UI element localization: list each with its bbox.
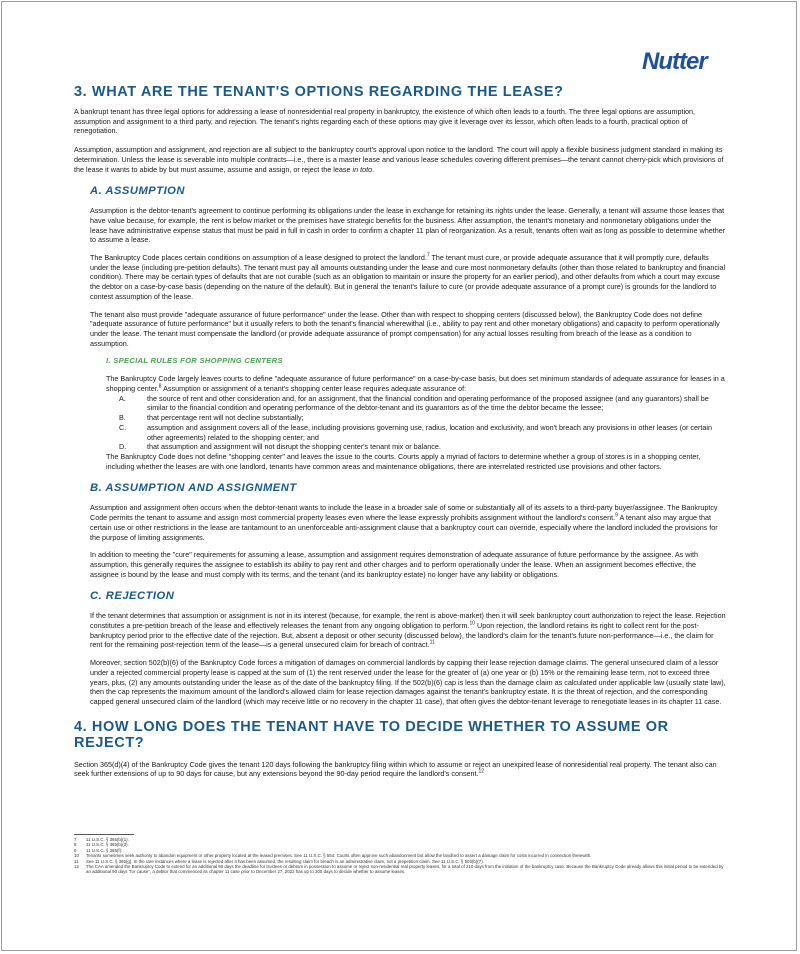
section-a-paragraph-2: The Bankruptcy Code places certain conditions on assumption of a lease designed to protect the landlord.$^7$ The tenant must cure, or provide adequate assurance that it will promptly cure, defaults under the lease (including pre-petition defaults). The tenant must pay all amounts outstanding under the lease and cure most nonmonetary defaults (other than those related to bankruptcy and financial condition). There may be certain types of defaults that are not curable (such as an obligation to maintain or insure the property for an earlier period), and other defaults from which a court may excuse the debtor on a case-by-case basis (depending on the nature of the default). But in general the tenant's failure to cure (or provide adequate assurance of a prompt cure) is grounds for the landlord to contest assumption of the lease. xyxy=(90,252,726,301)
footnote-ref-12[interactable]: 12 xyxy=(478,768,485,775)
footnotes xyxy=(74,837,726,875)
shopping-centers-paragraph-2: The Bankruptcy Code does not define "shopping center" and leaves the issue to the courts. Courts apply a myriad of factors to determine whether a group of stores is in a shopping center, including whether the leases are with one landlord, tenants have common areas and maintenance obligations, there are interrelated restricted use provisions and other factors. xyxy=(106,451,701,471)
list-item: B. that percentage rent will not decline substantially; xyxy=(119,413,304,423)
list-item: D. that assumption and assignment will not disrupt the shopping center's tenant mix or balance. xyxy=(119,442,441,452)
section-c-heading: C. REJECTION xyxy=(90,590,175,603)
section-c-paragraph-1: If the tenant determines that assumption or assignment is not in its interest (because, for example, the rent is above-market) then it will seek bankruptcy court authorization to reject the lease. Rejection constitutes a pre-petition breach of the lease and effectively releases the tenant from any ongoing obligation to perform.$^{10}$ Upon rejection, the landlord retains its right to collect rent for the post-bankruptcy period prior to the effective date of the rejection. But, absent a deposit or other security (discussed below), the landlord's claim for the tenant's future non-performance—i.e., the claim for rent for the remaining post-rejection term of the lease—is a general unsecured claim for breach of contract.$^{11}$ xyxy=(90,611,726,650)
footnote: 8 11 U.S.C. § 365(b)(3). xyxy=(74,842,129,848)
section-b-paragraph-2: In addition to meeting the "cure" requirements for assuming a lease, assumption and assignment requires demonstration of adequate assurance of future performance by the assignee. As with assumption, this generally requires the assignee to establish its ability to pay rent and other charges and to perform operationally under the lease. When an assignment becomes effective, the assignee is bound by the lease and must comply with its terms, and the tenant (and its bankruptcy estate) no longer have any liability or obligations. xyxy=(90,550,698,579)
footnote: 10 Tenants sometimes seek authority to abandon equipment or other property located at the leased premises. See 11 U.S.C. § 554. Courts often approve such abandonment but allow the landlord to assert a damage claim for costs incurred in connection therewith. xyxy=(74,853,592,859)
section-3-paragraph-1: A bankrupt tenant has three legal options for addressing a lease of nonresidential real property in bankruptcy, the existence of which often leads to a fourth. The three legal options are assumption, assumption and assignment to a third party, and rejection. The tenant's rights regarding each of these options may give it leverage over its lessor, which often leads to a fourth, practical option of renegotiation. xyxy=(74,107,696,136)
nutter-logo: Nutter xyxy=(642,48,707,75)
section-a-paragraph-1: Assumption is the debtor-tenant's agreement to continue performing its obligations under the lease in exchange for retaining its rights under the lease. Generally, a tenant will assume those leases that have value because, for example, the rent is below market or the premises have strategic benefits for the business. After assumption, the tenant's monetary and nonmonetary obligations under the lease have administrative expense status that must be paid in full in cash in order to confirm a chapter 11 plan of reorganization. As a result, tenants often wait as long as possible to determine whether to assume a lease. xyxy=(90,206,726,245)
section-3-heading: 3. WHAT ARE THE TENANT'S OPTIONS REGARDING THE LEASE? xyxy=(74,84,564,100)
section-a-paragraph-3: The tenant also must provide "adequate assurance of future performance" under the lease. Other than with respect to shopping centers (discussed below), the Bankruptcy Code does not define "adequate assurance of future performance" but it usually refers to both the tenant's financial wherewithal (i.e., ability to pay rent and other monetary obligations) and capacity to perform operationally under the lease. The tenant must compensate the landlord (or provide adequate assurance of prompt compensation) for any actual losses resulting from breach of the lease as a condition to assumption. xyxy=(90,309,720,348)
footnote-ref-10[interactable]: 10 xyxy=(469,620,476,627)
shopping-centers-paragraph-1: The Bankruptcy Code largely leaves courts to define "adequate assurance of future performance" on a case-by-case basis, but does set minimum standards of adequate assurance for leases in a shopping center.$^8$ Assumption or assignment of a tenant's shopping center lease requires adequate assurance of: xyxy=(106,374,725,394)
footnote: 12 The CAA amended the Bankruptcy Code to extend for an additional 90 days the deadline for trustees or debtors in possession to assume or reject non-residential real property leases, for a total of 210 days from the initiation of the bankruptcy case. Because the Bankruptcy Code already allows this initial period to be extended by an additional 90 days "for cause", a debtor that commenced its chapter 11 case prior to December 27, 2022 has up to 300 days to decide whether to assume leases. xyxy=(74,864,724,875)
section-4-paragraph-1: Section 365(d)(4) of the Bankruptcy Code gives the tenant 120 days following the bankruptcy filing within which to assume or reject an unexpired lease of nonresidential real property. The tenant also can seek further extensions of up to 90 days for cause, but any extensions beyond the 90-day period require the landlord's consent.$^{12}$ xyxy=(74,759,717,779)
section-b-heading: B. ASSUMPTION AND ASSIGNMENT xyxy=(90,482,297,495)
footnote-ref-8[interactable]: 8 xyxy=(158,383,162,390)
section-3-paragraph-2: Assumption, assumption and assignment, and rejection are all subject to the bankruptcy court's approval upon notice to the landlord. The court will apply a flexible business judgment standard in making its determination. Unless the lease is severable into multiple contracts—i.e., there is a master lease and various lease schedules covering different premises—the tenant cannot cherry-pick which provisions of the lease it wants to abide by but must assume, assume and assign, or reject the lease in toto. xyxy=(74,145,724,174)
section-c-paragraph-2: Moreover, section 502(b)(6) of the Bankruptcy Code forces a mitigation of damages on commercial landlords by capping their lease rejection damage claims. The general unsecured claim of a lessor under a rejected commercial property lease is capped at the sum of (1) the rent reserved under the lease for the greater of (a) one year or (b) 15% or the remaining lease term, not to exceed three years, plus, (2) any amounts outstanding under the lease as of the date of the bankruptcy filing. If the 502(b)(6) cap is less than the damage claim as calculated under applicable law (usually state law), then the cap represents the maximum amount of the landlord's allowed claim for lease rejection damages against the tenant's bankruptcy estate. It is the threat of rejection, and the corresponding capped general unsecured claim of the landlord (which may receive little or no recovery in the chapter 11 case), that often gives the debtor-tenant leverage to renegotiate leases in its chapter 11 case. xyxy=(90,658,726,706)
footnote-ref-7[interactable]: 7 xyxy=(426,252,430,259)
section-c xyxy=(74,590,726,706)
footnote: 7 11 U.S.C. § 365(b)(1). xyxy=(74,837,129,842)
list-item: A. the source of rent and other consideration and, for an assignment, that the financial condition and operating performance of the proposed assignee (and any guarantors) shall be similar to the financial condition and operating performance of the debtor-tenant and its guarantors as of the time the debtor became the lessee; xyxy=(119,393,709,413)
section-b-paragraph-1: Assumption and assignment often occurs when the debtor-tenant wants to include the lease in a broader sale of some or substantially all of its assets to a third-party buyer/assignee. The Bankruptcy Code permits the tenant to assume and assign most commercial property leases even where the lease expressly prohibits assignment without the landlord's consent.$^9$ A tenant also may argue that certain use or other restrictions in the lease are tantamount to an unenforceable anti-assignment clause that a bankruptcy court can override, especially where the landlord included the provisions for the purpose of limiting assignments. xyxy=(90,503,718,542)
section-a-heading: A. ASSUMPTION xyxy=(90,185,185,198)
section-a xyxy=(74,185,726,471)
adequate-assurance-list xyxy=(90,394,726,452)
list-item: C. assumption and assignment covers all of the lease, including provisions governing use, radius, location and exclusivity, and won't breach any provisions in other leases (or certain other agreements) related to the shopping center; and xyxy=(119,422,712,442)
subsection-shopping-centers xyxy=(90,356,726,393)
footnote-ref-9[interactable]: 9 xyxy=(615,512,618,519)
footnote-ref-11[interactable]: 11 xyxy=(429,640,435,647)
footnote: 11 See 11 U.S.C. § 365(g). In the rare instances where a lease is rejected after it has been assumed, the resulting claim for breach is an administrative claim, not a prepetition claim. See 11 U.S.C. § 503(b)(7). xyxy=(74,858,484,864)
footnote: 9 11 U.S.C. § 365(f). xyxy=(74,847,123,853)
section-4-heading: 4. HOW LONG DOES THE TENANT HAVE TO DECIDE WHETHER TO ASSUME OR REJECT? xyxy=(74,718,669,751)
document-body xyxy=(74,84,726,779)
shopping-centers-heading: I. SPECIAL RULES FOR SHOPPING CENTERS xyxy=(106,356,283,366)
section-b xyxy=(74,482,726,579)
footnote-divider xyxy=(74,834,134,835)
